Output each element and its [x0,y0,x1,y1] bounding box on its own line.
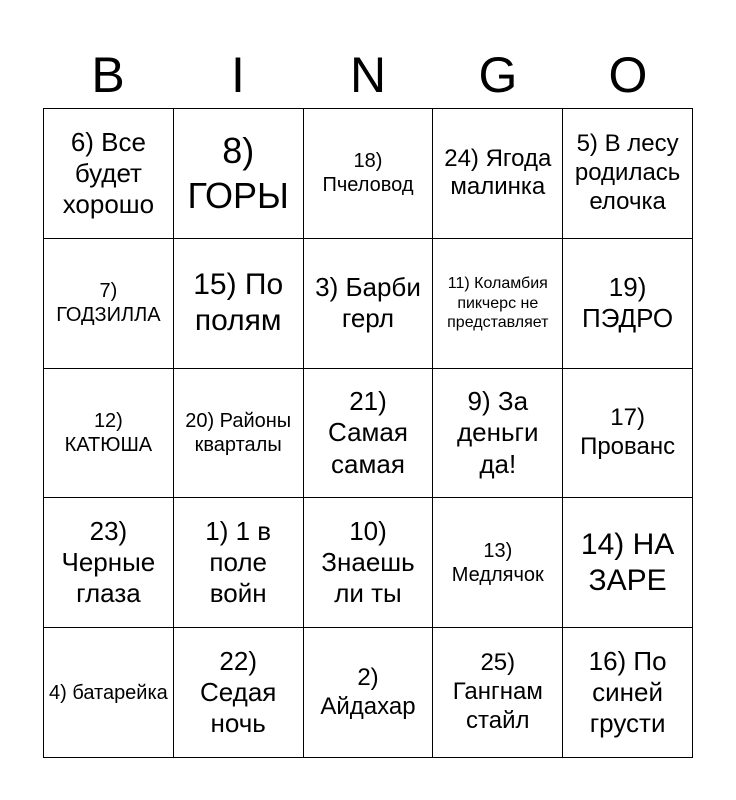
bingo-cell[interactable]: 9) За деньги да! [433,369,563,499]
bingo-cell[interactable]: 1) 1 в поле войн [174,498,304,628]
bingo-cell[interactable]: 22) Седая ночь [174,628,304,758]
bingo-cell[interactable]: 21) Самая самая [304,369,434,499]
bingo-cell[interactable]: 25) Гангнам стайл [433,628,563,758]
bingo-cell[interactable]: 4) батарейка [44,628,174,758]
bingo-cell[interactable]: 8) ГОРЫ [174,109,304,239]
bingo-cell[interactable]: 24) Ягода малинка [433,109,563,239]
bingo-cell[interactable]: 13) Медлячок [433,498,563,628]
bingo-cell[interactable]: 5) В лесу родилась елочка [563,109,693,239]
bingo-cell[interactable]: 6) Все будет хорошо [44,109,174,239]
bingo-cell[interactable]: 23) Черные глаза [44,498,174,628]
bingo-cell[interactable]: 17) Прованс [563,369,693,499]
bingo-cell[interactable]: 7) ГОДЗИЛЛА [44,239,174,369]
bingo-cell[interactable]: 15) По полям [174,239,304,369]
bingo-header [43,42,693,108]
header-letter-b: B [91,47,125,103]
bingo-cell[interactable]: 14) НА ЗАРЕ [563,498,693,628]
bingo-cell[interactable]: 19) ПЭДРО [563,239,693,369]
header-letter-g: G [478,47,518,103]
bingo-cell[interactable]: 16) По синей грусти [563,628,693,758]
bingo-cell[interactable]: 18) Пчеловод [304,109,434,239]
bingo-board [43,108,693,758]
header-letter-o: O [608,47,648,103]
bingo-cell[interactable]: 20) Районы кварталы [174,369,304,499]
bingo-cell[interactable]: 3) Барби герл [304,239,434,369]
bingo-cell[interactable]: 12) КАТЮША [44,369,174,499]
bingo-cell[interactable]: 10) Знаешь ли ты [304,498,434,628]
header-letter-n: N [349,47,387,103]
header-letter-i: I [231,47,245,103]
bingo-cell[interactable]: 2) Айдахар [304,628,434,758]
bingo-cell[interactable]: 11) Коламбия пикчерс не представляет [433,239,563,369]
